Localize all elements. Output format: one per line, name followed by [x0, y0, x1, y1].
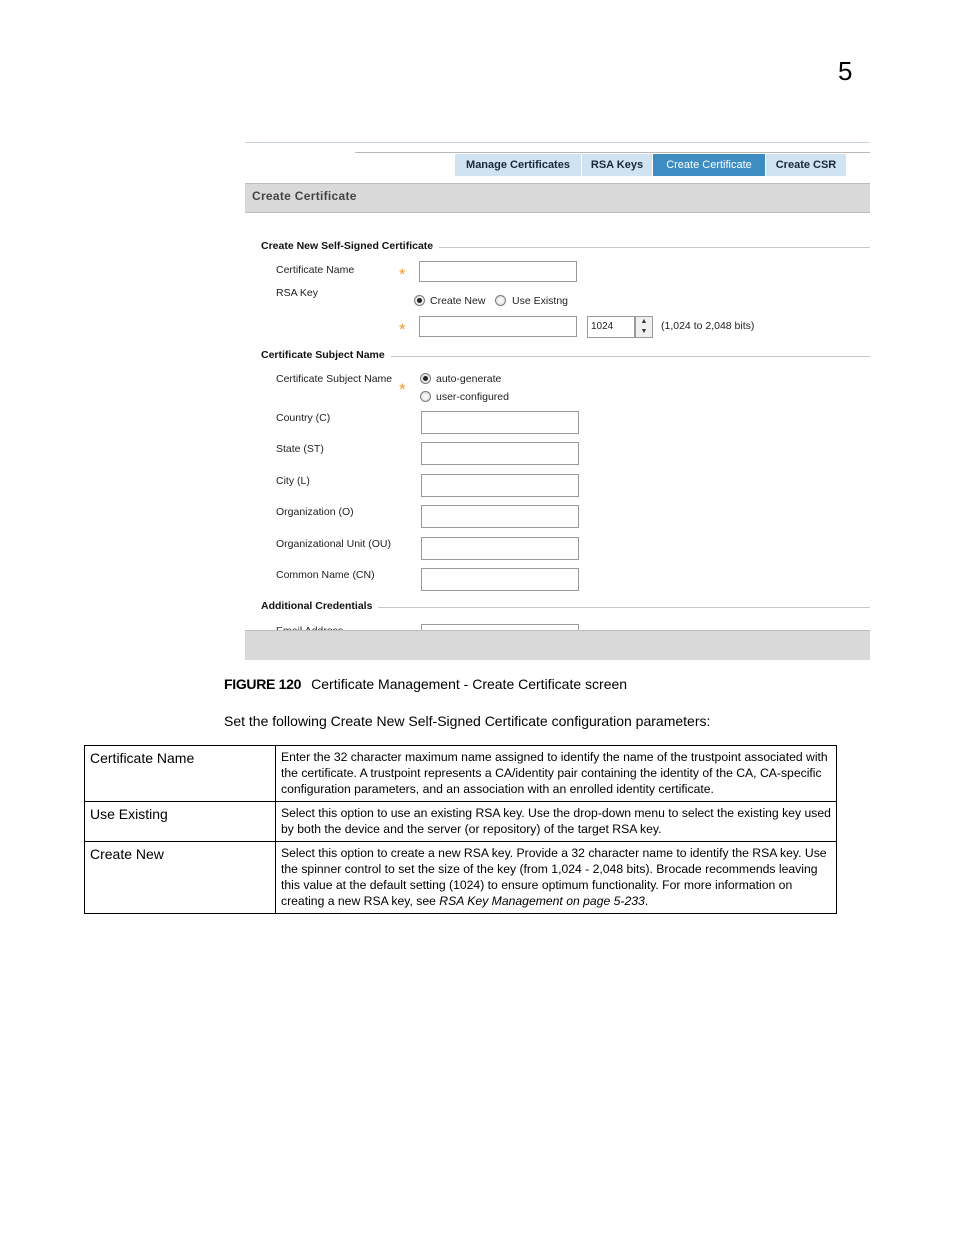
subject-name-label: Certificate Subject Name — [276, 373, 393, 385]
key-size-hint: (1,024 to 2,048 bits) — [661, 320, 755, 332]
create-new-label: Create New — [430, 295, 486, 307]
screen-title-bar — [245, 183, 870, 213]
param-description: Select this option to use an existing RSA key. Use the drop-down menu to select the existing key used by both the device and the server (or repository) of the target RSA key. — [276, 802, 837, 842]
certificate-screen — [245, 142, 870, 660]
common-name-label: Common Name (CN) — [276, 569, 375, 581]
city-input[interactable] — [421, 474, 579, 497]
org-unit-label: Organizational Unit (OU) — [276, 538, 391, 550]
table-row — [85, 842, 837, 914]
state-input[interactable] — [421, 442, 579, 465]
bottom-toolbar — [245, 630, 870, 660]
common-name-input[interactable] — [421, 568, 579, 591]
key-size-spinner[interactable]: 1024 — [587, 316, 635, 338]
auto-generate-radio[interactable] — [420, 373, 431, 384]
organization-label: Organization (O) — [276, 506, 354, 518]
table-row — [85, 746, 837, 802]
user-configured-label: user-configured — [436, 391, 509, 403]
user-configured-radio[interactable] — [420, 391, 431, 402]
figure-number: FIGURE 120 — [224, 676, 302, 692]
figure-caption — [224, 676, 627, 692]
rsa-key-label: RSA Key — [276, 287, 319, 299]
tab-manage-certificates[interactable]: Manage Certificates — [455, 154, 582, 176]
org-unit-input[interactable] — [421, 537, 579, 560]
tab-create-certificate[interactable]: Create Certificate — [653, 154, 766, 176]
section-additional-credentials: Additional Credentials — [261, 600, 378, 612]
section-self-signed: Create New Self-Signed Certificate — [261, 240, 439, 252]
rsa-key-name-input[interactable] — [419, 316, 577, 337]
param-term: Use Existing — [85, 802, 276, 842]
screen-title: Create Certificate — [252, 189, 357, 203]
required-star-icon: * — [399, 320, 406, 339]
organization-input[interactable] — [421, 505, 579, 528]
param-description-end: . — [644, 894, 649, 908]
spin-down-icon[interactable]: ▼ — [640, 328, 648, 335]
certificate-name-label: Certificate Name — [276, 264, 355, 276]
country-input[interactable] — [421, 411, 579, 434]
tab-rsa-keys[interactable]: RSA Keys — [582, 154, 653, 176]
use-existing-radio[interactable] — [495, 295, 506, 306]
figure-title: Certificate Management - Create Certificate screen — [311, 676, 628, 692]
required-star-icon: * — [399, 380, 406, 399]
state-label: State (ST) — [276, 443, 324, 455]
auto-generate-label: auto-generate — [436, 373, 502, 385]
param-term: Certificate Name — [85, 746, 276, 802]
intro-paragraph — [224, 713, 710, 729]
param-description — [276, 842, 837, 914]
country-label: Country (C) — [276, 412, 331, 424]
section-subject-name: Certificate Subject Name — [261, 349, 391, 361]
param-term: Create New — [85, 842, 276, 914]
intro-bold: Create New Self-Signed Certificate — [330, 713, 548, 729]
page-number: 5 — [838, 56, 853, 86]
key-size-spin-buttons[interactable] — [635, 316, 653, 338]
create-new-radio[interactable] — [414, 295, 425, 306]
use-existing-label: Use Existng — [512, 295, 569, 307]
city-label: City (L) — [276, 475, 310, 487]
tab-divider — [355, 152, 870, 153]
cross-reference-link[interactable]: RSA Key Management on page 5-233 — [439, 894, 645, 908]
certificate-name-input[interactable] — [419, 261, 577, 282]
spin-up-icon[interactable]: ▲ — [640, 318, 648, 325]
intro-before: Set the following — [224, 713, 331, 729]
required-star-icon: * — [399, 265, 406, 284]
param-description-text: Select this option to create a new RSA key. Provide a 32 character name to identify the RSA key. Use the spinner control to set the size of the key (from 1,024 - 2,048 bits). Brocade recommends leaving this value at the default setting (1024) to ensure optimum functionality. For more information on creating a new RSA key, see — [281, 846, 827, 908]
intro-after: configuration parameters: — [547, 713, 711, 729]
parameters-table — [84, 745, 837, 914]
tab-create-csr[interactable]: Create CSR — [766, 154, 847, 176]
top-divider — [245, 142, 870, 143]
param-description: Enter the 32 character maximum name assigned to identify the name of the trustpoint associated with the certificate. A trustpoint represents a CA/identity pair containing the identity of the CA, CA-specific configuration parameters, and an association with an enrolled identity certificate. — [276, 746, 837, 802]
table-row — [85, 802, 837, 842]
